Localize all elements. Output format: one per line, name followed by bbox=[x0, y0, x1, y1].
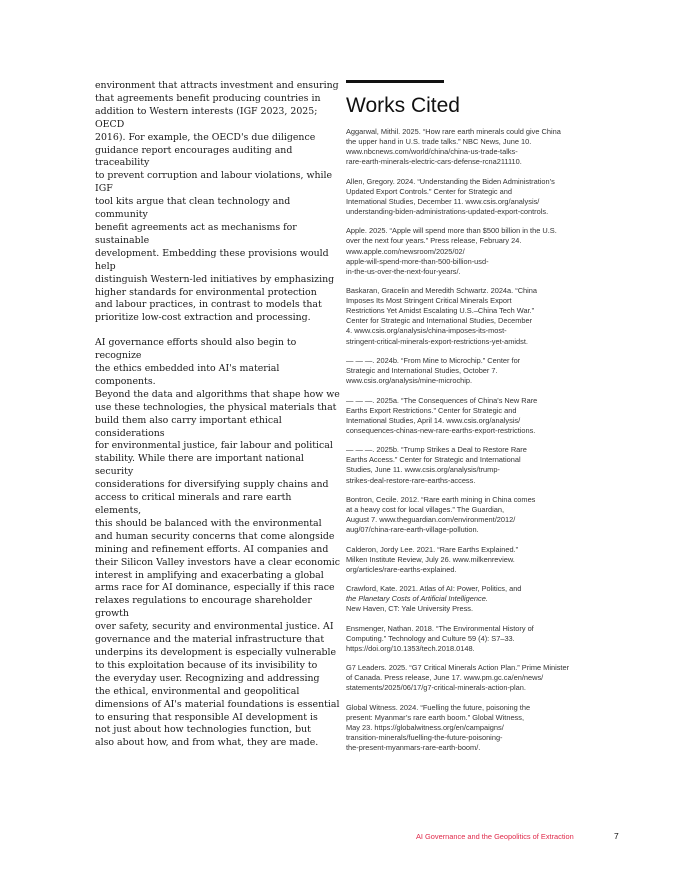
body-line: interest in amplifying and exacerbating a global bbox=[95, 569, 324, 581]
reference-link[interactable]: the-present-myanmars-rare-earth-boom/. bbox=[346, 743, 481, 753]
reference-line: Bontron, Cecile. 2012. “Rare earth mining in China comes bbox=[346, 494, 536, 504]
reference-entry bbox=[346, 624, 590, 654]
body-line: not just about how technologies function, but bbox=[95, 724, 311, 736]
reference-link[interactable]: aug/07/china-rare-earth-village-pollution. bbox=[346, 525, 479, 535]
reference-line: the Planetary Costs of Artificial Intelligence. bbox=[346, 594, 488, 604]
body-line: addition to Western interests (IGF 2023, 2025; OECD bbox=[95, 105, 318, 130]
body-text-column bbox=[95, 80, 340, 762]
reference-line: Strategic and International Studies, October 7. bbox=[346, 366, 498, 376]
reference-entry bbox=[346, 495, 590, 535]
reference-entry bbox=[346, 177, 590, 217]
reference-link[interactable]: May 23. https://globalwitness.org/en/campaigns/ bbox=[346, 723, 504, 733]
reference-line: Baskaran, Gracelin and Meredith Schwartz. 2024a. “China bbox=[346, 286, 538, 296]
reference-entry bbox=[346, 396, 590, 436]
reference-link[interactable]: www.nbcnews.com/world/china/china-us-trade-talks- bbox=[346, 147, 518, 157]
body-line: to this exploitation because of its invisibility to bbox=[95, 659, 318, 671]
body-line: distinguish Western-led initiatives by emphasizing bbox=[95, 273, 335, 285]
body-line: access to critical minerals and rare earth elements, bbox=[95, 492, 292, 516]
reference-link[interactable]: rare-earth-minerals-electric-cars-defense-rcna211110. bbox=[346, 157, 522, 167]
reference-line: — — —. 2025a. “The Consequences of China’s New Rare bbox=[346, 395, 538, 405]
reference-link[interactable]: International Studies, December 11. www.csis.org/analysis/ bbox=[346, 196, 540, 206]
body-line: build them also carry important ethical considerations bbox=[95, 414, 282, 439]
reference-entry bbox=[346, 584, 590, 614]
body-line: for environmental justice, fair labour and political bbox=[95, 440, 333, 452]
reference-entry bbox=[346, 663, 590, 693]
body-line: benefit agreements act as mechanisms for sustainable bbox=[95, 221, 297, 246]
works-cited-heading: Works Cited bbox=[346, 94, 460, 117]
body-paragraph-2 bbox=[95, 337, 340, 750]
body-line: environment that attracts investment and ensuring bbox=[95, 80, 339, 91]
page-number: 7 bbox=[614, 831, 619, 841]
body-line: 2016). For example, the OECD's due diligence bbox=[95, 131, 316, 143]
reference-entry bbox=[346, 545, 590, 575]
reference-line: — — —. 2024b. “From Mine to Microchip.” Center for bbox=[346, 355, 521, 365]
reference-link[interactable]: Studies, June 11. www.csis.org/analysis/trump- bbox=[346, 465, 500, 475]
works-cited-section bbox=[346, 80, 590, 763]
body-line: underpins its development is especially vulnerable bbox=[95, 646, 337, 658]
reference-link[interactable]: stringent-critical-minerals-export-restrictions-yet-amidst. bbox=[346, 336, 528, 346]
reference-line: Milken Institute Review, July 26. www.milkenreview. bbox=[346, 554, 515, 564]
reference-line: Earths Export Restrictions.” Center for Strategic and bbox=[346, 405, 517, 415]
body-line: and labour practices, in contrast to models that bbox=[95, 299, 322, 311]
body-line: their Silicon Valley investors have a clear economic bbox=[95, 556, 340, 568]
body-line: dimensions of AI's material foundations is essential bbox=[95, 698, 340, 710]
body-line: AI governance efforts should also begin to recognize bbox=[95, 337, 297, 362]
reference-line: Updated Export Controls.” Center for Strategic and bbox=[346, 186, 512, 196]
reference-entry bbox=[346, 703, 590, 753]
body-line: governance and the material infrastructure that bbox=[95, 634, 325, 646]
reference-line: Earths Access.” Center for Strategic and International bbox=[346, 455, 521, 465]
reference-line: Allen, Gregory. 2024. “Understanding the Biden Administration’s bbox=[346, 176, 555, 186]
reference-line: Global Witness. 2024. “Fuelling the future, poisoning the bbox=[346, 702, 531, 712]
body-line: and human security concerns that come alongside bbox=[95, 530, 335, 542]
reference-line: at a heavy cost for local villages.” The Guardian, bbox=[346, 504, 505, 514]
reference-link[interactable]: consequences-chinas-new-rare-earths-export-restrictions. bbox=[346, 425, 536, 435]
body-line: that agreements benefit producing countries in bbox=[95, 92, 321, 104]
reference-line: Calderon, Jordy Lee. 2021. “Rare Earths Explained.” bbox=[346, 544, 519, 554]
reference-entry bbox=[346, 445, 590, 485]
reference-line: over the next four years.” Press release, February 24. bbox=[346, 236, 522, 246]
body-line: Beyond the data and algorithms that shape how we bbox=[95, 388, 340, 400]
reference-link[interactable]: https://doi.org/10.1353/tech.2018.0148. bbox=[346, 643, 475, 653]
reference-line: G7 Leaders. 2025. “G7 Critical Minerals Action Plan.” Prime Minister bbox=[346, 663, 570, 673]
body-line: prioritize low-cost extraction and processing. bbox=[95, 312, 311, 324]
reference-line: Center for Strategic and International Studies, December bbox=[346, 316, 533, 326]
reference-link[interactable]: statements/2025/06/17/g7-critical-minerals-action-plan. bbox=[346, 683, 526, 693]
body-line: considerations for diversifying supply chains and bbox=[95, 479, 329, 491]
reference-entry bbox=[346, 127, 590, 167]
body-line: stability. While there are important national security bbox=[95, 453, 304, 478]
reference-line: present: Myanmar’s rare earth boom.” Global Witness, bbox=[346, 712, 524, 722]
body-line: mining and refinement efforts. AI companies and bbox=[95, 543, 329, 555]
reference-line: of Canada. Press release, June 17. www.pm.gc.ca/en/news/ bbox=[346, 673, 544, 683]
reference-link[interactable]: August 7. www.theguardian.com/environment/2012/ bbox=[346, 515, 516, 525]
body-paragraph-1 bbox=[95, 80, 340, 325]
reference-line: Ensmenger, Nathan. 2018. “The Environmental History of bbox=[346, 623, 534, 633]
reference-link[interactable]: transition-minerals/fuelling-the-future-poisoning- bbox=[346, 733, 503, 743]
body-line: to ensuring that responsible AI development is bbox=[95, 711, 318, 723]
reference-link[interactable]: org/articles/rare-earths-explained. bbox=[346, 564, 457, 574]
reference-link[interactable]: in-the-us-over-the-next-four-years/. bbox=[346, 266, 461, 276]
body-line: development. Embedding these provisions would help bbox=[95, 247, 329, 272]
body-line: use these technologies, the physical materials that bbox=[95, 401, 337, 413]
body-line: guidance report encourages auditing and traceability bbox=[95, 144, 293, 169]
reference-line: New Haven, CT: Yale University Press. bbox=[346, 604, 474, 614]
reference-link[interactable]: www.csis.org/analysis/mine-microchip. bbox=[346, 376, 473, 386]
reference-line: Restrictions Yet Amidst Escalating U.S.–China Tech War.” bbox=[346, 306, 535, 316]
reference-link[interactable]: International Studies, April 14. www.csis.org/analysis/ bbox=[346, 415, 521, 425]
reference-link[interactable]: strikes-deal-restore-rare-earths-access. bbox=[346, 475, 476, 485]
body-line: higher standards for environmental protection bbox=[95, 286, 317, 298]
footer-title: AI Governance and the Geopolitics of Extraction bbox=[416, 832, 574, 841]
reference-entry bbox=[346, 356, 590, 386]
body-line: also about how, and from what, they are made. bbox=[95, 737, 319, 749]
body-line: to prevent corruption and labour violations, while IGF bbox=[95, 170, 333, 195]
body-line: the ethical, environmental and geopolitical bbox=[95, 685, 300, 697]
reference-line: Imposes Its Most Stringent Critical Minerals Export bbox=[346, 296, 512, 306]
reference-line: Crawford, Kate. 2021. Atlas of AI: Power, Politics, and bbox=[346, 584, 522, 594]
body-line: tool kits argue that clean technology and community bbox=[95, 196, 291, 221]
body-line: the ethics embedded into AI's material components. bbox=[95, 363, 280, 387]
reference-line: Apple. 2025. “Apple will spend more than $500 billion in the U.S. bbox=[346, 226, 557, 236]
body-line: over safety, security and environmental justice. AI bbox=[95, 621, 334, 633]
body-line: the everyday user. Recognizing and addressing bbox=[95, 672, 320, 684]
reference-line: Aggarwal, Mithil. 2025. “How rare earth minerals could give China bbox=[346, 127, 561, 136]
section-rule bbox=[346, 80, 444, 83]
body-line: arms race for AI dominance, especially if this race bbox=[95, 582, 335, 594]
reference-link[interactable]: apple-will-spend-more-than-500-billion-usd- bbox=[346, 256, 489, 266]
reference-line: — — —. 2025b. “Trump Strikes a Deal to Restore Rare bbox=[346, 445, 527, 455]
reference-line: Computing.” Technology and Culture 59 (4): S7–33. bbox=[346, 633, 515, 643]
reference-link[interactable]: 4. www.csis.org/analysis/china-imposes-its-most- bbox=[346, 326, 507, 336]
reference-entry bbox=[346, 286, 590, 347]
reference-line: the upper hand in U.S. trade talks.” NBC News, June 10. bbox=[346, 137, 532, 147]
reference-link[interactable]: www.apple.com/newsroom/2025/02/ bbox=[346, 246, 465, 256]
reference-entry bbox=[346, 226, 590, 276]
body-line: this should be balanced with the environmental bbox=[95, 517, 322, 529]
reference-link[interactable]: understanding-biden-administrations-updated-export-controls. bbox=[346, 206, 549, 216]
body-line: relaxes regulations to encourage shareholder growth bbox=[95, 595, 312, 620]
